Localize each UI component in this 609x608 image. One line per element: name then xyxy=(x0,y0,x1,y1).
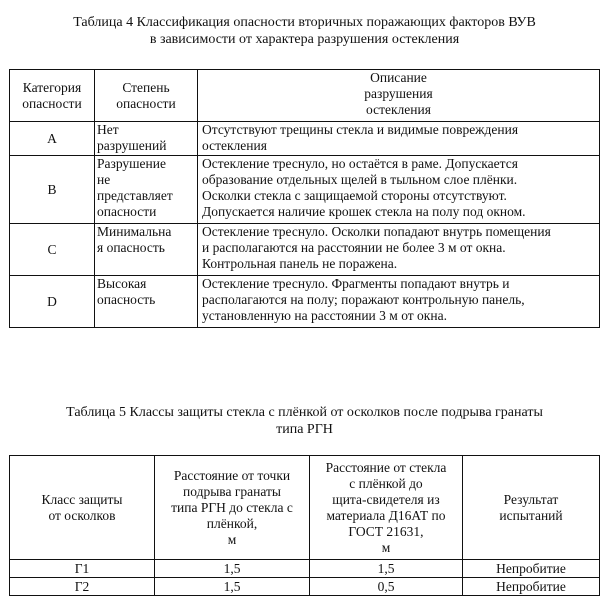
hazard-classification-table xyxy=(9,69,600,328)
cell-degree: Разрушение не представляет опасности xyxy=(95,156,198,224)
table-row xyxy=(10,276,600,328)
header-protection-class: Класс защиты от осколков xyxy=(10,456,155,560)
cell-degree: Минимальна я опасность xyxy=(95,224,198,276)
table4-caption-line1: Таблица 4 Классификация опасности вторичных поражающих факторов ВУВ xyxy=(73,15,536,30)
header-category: Категория опасности xyxy=(10,70,95,122)
cell-category: C xyxy=(10,224,95,276)
cell-result: Непробитие xyxy=(463,578,600,596)
cell-class: Г2 xyxy=(10,578,155,596)
cell-distance-blast: 1,5 xyxy=(155,578,310,596)
header-distance-witness: Расстояние от стекла с плёнкой до щита-свидетеля из материала Д16АТ по ГОСТ 21631, м xyxy=(310,456,463,560)
table-row xyxy=(10,224,600,276)
table-row xyxy=(10,560,600,578)
cell-result: Непробитие xyxy=(463,560,600,578)
header-degree: Степень опасности xyxy=(95,70,198,122)
table-row xyxy=(10,578,600,596)
header-description: Описание разрушения остекления xyxy=(198,70,600,122)
table5-caption-line2: типа РГН xyxy=(276,422,333,437)
cell-category: A xyxy=(10,122,95,156)
table5-caption-line1: Таблица 5 Классы защиты стекла с плёнкой от осколков после подрыва гранаты xyxy=(66,405,543,420)
table4-caption-line2: в зависимости от характера разрушения остекления xyxy=(149,32,460,47)
header-result: Результат испытаний xyxy=(463,456,600,560)
cell-description: Отсутствуют трещины стекла и видимые повреждения остекления xyxy=(198,122,600,156)
cell-degree: Нет разрушений xyxy=(95,122,198,156)
table-header-row xyxy=(10,456,600,560)
cell-distance-witness: 1,5 xyxy=(310,560,463,578)
table-row xyxy=(10,156,600,224)
cell-class: Г1 xyxy=(10,560,155,578)
cell-distance-blast: 1,5 xyxy=(155,560,310,578)
cell-category: D xyxy=(10,276,95,328)
protection-class-table xyxy=(9,455,600,596)
cell-category: B xyxy=(10,156,95,224)
table-header-row xyxy=(10,70,600,122)
cell-degree: Высокая опасность xyxy=(95,276,198,328)
cell-description: Остекление треснуло. Осколки попадают внутрь помещения и располагаются на расстоянии не более 3 м от окна. Контрольная панель не поражена. xyxy=(198,224,600,276)
header-distance-blast: Расстояние от точки подрыва гранаты типа РГН до стекла с плёнкой, м xyxy=(155,456,310,560)
cell-description: Остекление треснуло. Фрагменты попадают внутрь и располагаются на полу; поражают контрольную панель, установленную на расстоянии 3 м от окна. xyxy=(198,276,600,328)
cell-description: Остекление треснуло, но остаётся в раме. Допускается образование отдельных щелей в тыльном слое плёнки. Осколки стекла с защищаемой стороны отсутствуют. Допускается наличие крошек стекла на полу под окном. xyxy=(198,156,600,224)
cell-distance-witness: 0,5 xyxy=(310,578,463,596)
table-row xyxy=(10,122,600,156)
